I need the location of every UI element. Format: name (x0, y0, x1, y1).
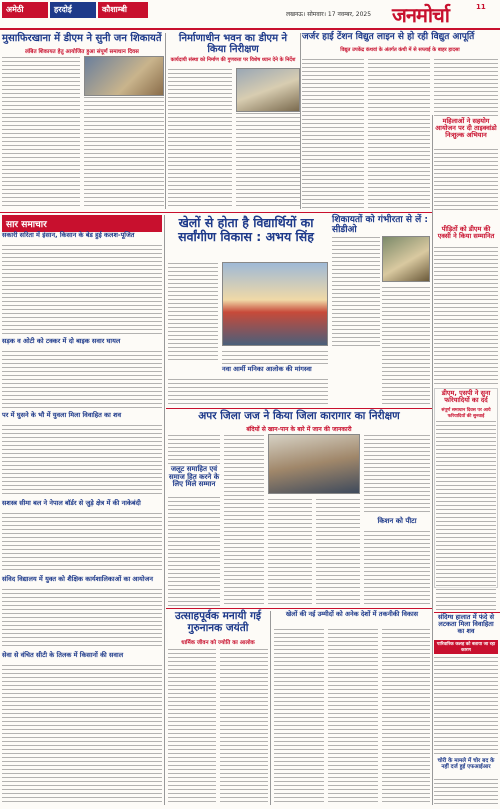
brief-headline-3: पर में घुसने के भौ में युवला मिला विवाहित का शव (2, 411, 122, 419)
story-11-body-col4 (364, 434, 430, 514)
subheadline-story-3: विद्युत उपकेंद्र कंथवां के अंतर्गत कंथी में से सप्लाई के बाहर हादसा (340, 47, 460, 53)
headline-story-14: उत्साहपूर्वक मनायी गई गुरुनानक जयंती (174, 610, 262, 634)
story-7-body (332, 236, 380, 346)
story-15-body-col2 (328, 628, 378, 804)
brief-body-2 (2, 350, 162, 408)
story-11-body-col2 (268, 498, 312, 606)
story-3-body-col2 (368, 58, 430, 208)
story-3-body-col3 (434, 58, 498, 116)
story-20-body (364, 530, 430, 606)
story-14-body (168, 648, 216, 804)
story-1-body (2, 56, 80, 206)
subheadline-story-11: बंदियों से खान-पान के बारे में जान की जानकारी (246, 426, 352, 433)
brief-body-4 (2, 512, 162, 572)
sar-samachar-band: सार समाचार (2, 215, 162, 232)
story-17-body (434, 778, 498, 806)
headline-story-17: चोरी के मामले में चोर बद के नहीं दर्ज हुई एफआईआर (437, 758, 495, 771)
section-tab-kaushambi: कौशाम्बी (98, 2, 148, 18)
column-divider-lower (270, 611, 271, 805)
page-number: 11 (476, 3, 486, 11)
column-divider-1 (165, 33, 166, 209)
story-5-body (434, 246, 498, 386)
story-6-body-col2 (222, 350, 328, 364)
story-2-body (168, 68, 232, 208)
story-1-photo (84, 56, 164, 96)
subheadline-story-13: संपूर्ण समाधान दिवस पर आये फरियादियों की सुनवाई (441, 408, 491, 419)
story-4-body (434, 148, 498, 210)
mid-divider (166, 408, 432, 409)
story-6-photo (222, 262, 328, 346)
brief-headline-5: संविद विद्यालय में युक्त को शैक्षिक कार्यशालिकाओं का आयोजन (2, 575, 153, 583)
column-divider-3 (432, 115, 433, 805)
brief-headline-6: सेवा से वंचित सीटी के तिलक में किसानों की सवाल (2, 651, 124, 659)
headline-story-21: नवा आर्मी मनिका आलोक की मांगस्वा (222, 365, 312, 373)
story-21-body (168, 378, 328, 406)
headline-story-5: पीड़ितों को डीएम की एक्सी ने किया सम्मानित (437, 225, 495, 241)
brief-body-6 (2, 664, 162, 804)
headline-story-12: जलूट समाहित एवं समाज हित करने के लिए मिले सम्मान (168, 465, 220, 489)
headline-story-20: किशन को पीटा (377, 517, 417, 525)
story-7-body-col2 (382, 286, 430, 406)
story-16-body (434, 656, 498, 756)
section-tab-hardoi: हरदोई (50, 2, 96, 18)
subheadline-story-14: धार्मिक जीवन को ज्योति का आलोक (181, 640, 255, 646)
top-divider (0, 212, 432, 213)
story-13-body (436, 420, 496, 610)
headline-story-15: खेलों की नई उम्मीदों को अनेक देशों में तकनीकी विकास (285, 610, 419, 618)
brief-body-5 (2, 588, 162, 648)
dateline: लखनऊ। सोमवार। 17 नवम्बर, 2025 (286, 11, 372, 18)
brief-body-3 (2, 424, 162, 496)
masthead (0, 0, 500, 30)
brief-headline-1: सकारी सरिता में इंसान, किसान के बेड हुई कलश-पूजित (2, 231, 135, 239)
headline-story-2: निर्माणाधीन भवन का डीएम ने किया निरीक्षण (178, 33, 288, 55)
headline-story-4: महिलाओं ने सहयोग आयोजन पर दी ताइक्वांडो निःशुल्क अभियान (435, 117, 497, 140)
headline-story-11: अपर जिला जज ने किया जिला कारागार का निरीक्षण (198, 410, 400, 422)
headline-story-16-right: संदिग्ध हालात में फंदे से लटकता मिला विवाहिता का शव (437, 613, 495, 636)
headline-story-13-col: डीएम, एसपी ने सुना फरियादियों का दर्द (441, 389, 491, 405)
story-15-body-col3 (382, 628, 430, 804)
headline-story-6: खेलों से होता है विद्यार्थियों का सर्वांगीण विकास : अभय सिंह (178, 215, 314, 244)
story-3-body (302, 58, 364, 208)
subheadline-story-16: पारिवारिक कलह को बताया जा रहा कारण (434, 640, 498, 654)
story-12-body-col2 (168, 496, 220, 606)
subheadline-story-1: लंबित शिकायत हेतु आयोजित हुआ संपूर्ण समाधान दिवस (25, 49, 139, 55)
story-11-body-col3 (316, 498, 360, 606)
headline-story-3: जर्जर हाई टेंशन विद्युत लाइन से हो रही विद्युत आपूर्ति (302, 32, 475, 42)
newspaper-logo: जनमोर्चा (392, 3, 449, 27)
column-divider-2 (300, 33, 301, 209)
headline-story-7: शिकायतों को गंभीरता से लें : सीडीओ (332, 215, 428, 235)
story-7-photo (382, 236, 430, 282)
story-14-body-col2 (220, 648, 268, 804)
subheadline-story-2: कार्यदायी संस्था को निर्माण की गुणवत्ता पर विशेष ध्यान देने के निर्देश (170, 57, 296, 63)
story-2-photo (236, 68, 300, 112)
lower-divider (166, 608, 432, 609)
brief-headline-4: सशस्त्र सीमा बल ने नेपाल बॉर्डर से जुड़े क्षेत्र में की नाकेबंदी (2, 499, 141, 507)
brief-headline-2: सड़क व ओटी को टक्कर में दो बाइक सवार घायल (2, 337, 121, 345)
column-divider-left (164, 215, 165, 805)
story-11-body (224, 434, 264, 606)
brief-body-1 (2, 244, 162, 334)
story-15-body (274, 628, 324, 804)
story-6-body (168, 262, 218, 362)
story-11-photo (268, 434, 360, 494)
story-12-body (168, 434, 220, 464)
section-tab-amethi: अमेठी (2, 2, 48, 18)
headline-story-1: मुसाफिरखाना में डीएम ने सुनी जन शिकायतें (2, 33, 162, 44)
